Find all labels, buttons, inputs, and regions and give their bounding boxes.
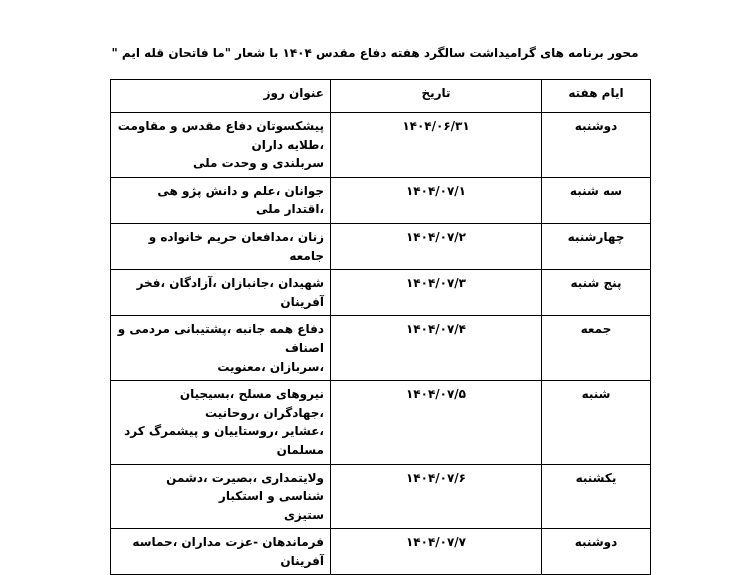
row-date: ۱۴۰۴/۰۷/۵ (331, 381, 542, 464)
topic-line-1: زنان ،مدافعان حریم خانواده و جامعه (148, 229, 324, 263)
row-topic (111, 381, 331, 464)
row-date: ۱۴۰۴/۰۷/۱ (331, 177, 542, 223)
program-table (110, 79, 651, 575)
table-row (111, 381, 651, 464)
topic-line-2: ،عشایر ،روستاییان و پیشمرگ کرد مسلمان (124, 424, 324, 457)
table-row (111, 223, 651, 269)
row-topic (111, 529, 331, 575)
row-topic (111, 464, 331, 529)
row-date: ۱۴۰۴/۰۶/۳۱ (331, 113, 542, 178)
topic-line-1: دفاع همه جانبه ،پشتیبانی مردمی و اصناف (117, 322, 324, 355)
row-date: ۱۴۰۴/۰۷/۷ (331, 529, 542, 575)
table-row (111, 113, 651, 178)
row-day: چهارشنبه (542, 223, 651, 269)
topic-line-1: فرماندهان -عزت مداران ،حماسه آفرینان (132, 535, 324, 568)
topic-line-1: جوانان ،علم و دانش پژو هی ،اقتدار ملی (157, 183, 324, 217)
row-day: دوشنبه (542, 113, 651, 178)
topic-line-1: نیروهای مسلح ،بسیجیان ،جهادگران ،روحانیت (179, 387, 324, 420)
row-date: ۱۴۰۴/۰۷/۲ (331, 223, 542, 269)
row-day: جمعه (542, 316, 651, 381)
table-row (111, 316, 651, 381)
table-row (111, 177, 651, 223)
topic-line-2: سربلندی و وحدت ملی (192, 156, 324, 171)
row-day: دوشنبه (542, 529, 651, 575)
row-topic (111, 223, 331, 269)
row-date: ۱۴۰۴/۰۷/۴ (331, 316, 542, 381)
row-topic (111, 316, 331, 381)
topic-line-2: ستیزی (283, 507, 324, 522)
table-row (111, 270, 651, 316)
topic-line-2: ،سربازان ،معنویت (217, 359, 324, 374)
table-row (111, 529, 651, 575)
row-day: یکشنبه (542, 464, 651, 529)
topic-line-1: ولایتمداری ،بصیرت ،دشمن شناسی و استکبار (166, 470, 324, 504)
header-date: تاریخ (331, 80, 542, 113)
topic-line-1: پیشکسوتان دفاع مقدس و مقاومت ،طلایه داران (117, 119, 324, 152)
header-topic: عنوان روز (111, 80, 331, 113)
table-row (111, 464, 651, 529)
row-topic (111, 113, 331, 178)
table-header-row (111, 80, 651, 113)
row-day: شنبه (542, 381, 651, 464)
topic-line-1: شهیدان ،جانبازان ،آزادگان ،فخر آفرینان (136, 276, 324, 309)
row-day: پنج شنبه (542, 270, 651, 316)
row-topic (111, 270, 331, 316)
header-day: ایام هفته (542, 80, 651, 113)
row-day: سه شنبه (542, 177, 651, 223)
row-date: ۱۴۰۴/۰۷/۶ (331, 464, 542, 529)
row-date: ۱۴۰۴/۰۷/۳ (331, 270, 542, 316)
document-title: محور برنامه های گرامیداشت سالگرد هفته دفاع مقدس ۱۴۰۴ با شعار "ما فاتحان قله ایم " (111, 46, 639, 60)
row-topic (111, 177, 331, 223)
